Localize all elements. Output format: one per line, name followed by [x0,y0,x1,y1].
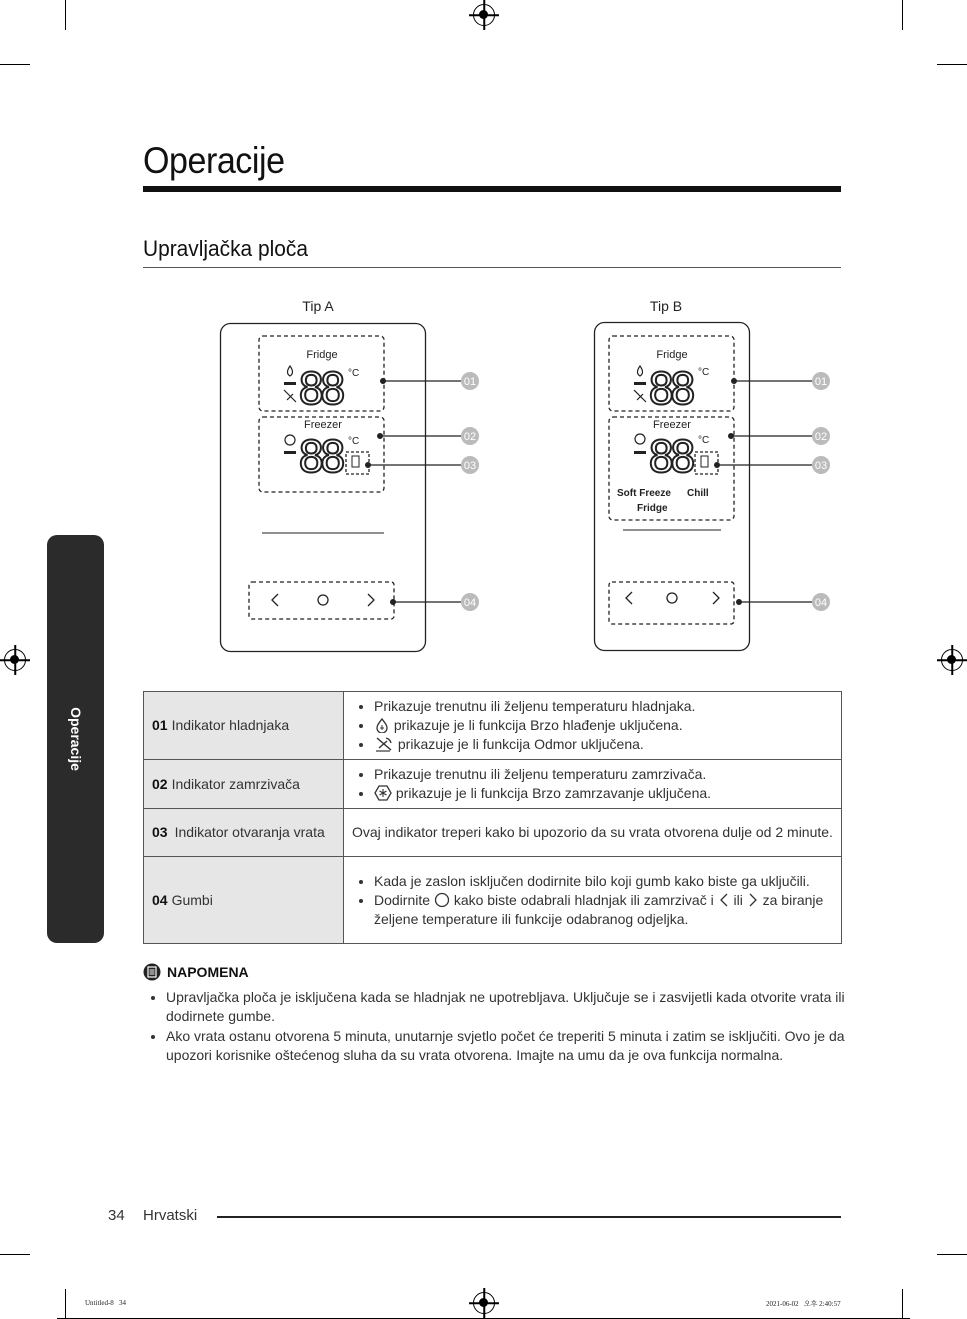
crop-mark [937,1254,967,1255]
freezer-digits-a: 88 [298,432,346,483]
fridge-unit-b: °C [698,367,710,378]
fridge-label-a: Fridge [306,349,338,361]
table-row [144,692,842,760]
power-cool-icon [638,366,643,376]
soft-freeze-label: Soft Freeze [617,488,671,499]
indicator-table [143,691,842,944]
power-freeze-icon [374,785,392,801]
select-button-icon [434,892,450,908]
svg-text:01: 01 [814,376,828,388]
section-subtitle: Upravljačka ploča [143,236,308,261]
table-row [144,760,842,809]
freezer-unit-b: °C [698,435,710,446]
select-button-icon [318,595,328,605]
right-button-icon [368,594,374,606]
freezer-label-a: Freezer [304,419,342,431]
print-info-right: 2021-06-02 오후 2:40:57 [766,1300,841,1308]
row-label: 02 Indikator zamrzivača [144,760,344,809]
svg-text:04: 04 [814,597,828,609]
fridge-digits-a: 88 [298,364,346,415]
registration-mark-icon [473,1292,495,1314]
buttons-box-a [249,582,394,619]
fridge-digits-b: 88 [648,364,696,415]
freezer-label-b: Freezer [653,419,691,431]
page-number: 34 [108,1207,125,1224]
svg-text:03: 03 [463,460,477,472]
right-arrow-icon [747,892,759,908]
power-cool-icon [374,717,390,733]
select-button-icon [667,593,677,603]
fridge-sub-label: Fridge [637,503,668,514]
power-cool-icon [288,366,293,376]
left-button-icon [272,594,278,606]
crop-mark [0,1254,30,1255]
note-heading: NAPOMENA [143,963,249,981]
crop-mark [902,1289,903,1319]
row-description: • Prikazuje trenutnu ili željenu temperaturu zamrzivača. • prikazuje je li funkcija Brzo zamrzavanje uključena. [344,760,842,809]
row-label: 03 Indikator otvaranja vrata [144,809,344,857]
row-description: • Kada je zaslon isključen dodirnite bilo koji gumb kako biste ga uključili. • Dodirnite kako biste odabrali hladnjak ili zamrzivač i ili za biranje željene temperature ili funkcije odabranog odjeljka. [344,857,842,944]
crop-mark [65,1289,66,1319]
row-label: 01 Indikator hladnjaka [144,692,344,760]
row-label: 04 Gumbi [144,857,344,944]
door-icon [701,456,708,467]
freezer-digits-b: 88 [648,432,696,483]
side-tab-label: Operacije [67,707,84,771]
fridge-display-b [634,364,709,415]
fridge-label-b: Fridge [656,349,688,361]
chill-label: Chill [687,488,709,499]
door-alarm-box-a [346,452,369,474]
row-description: • Prikazuje trenutnu ili željenu temperaturu hladnjaka. • prikazuje je li funkcija Brzo hlađenje uključena. • prikazuje je li funkcija Odmor uključena. [344,692,842,760]
table-row [144,857,842,944]
power-freeze-icon [635,434,645,444]
footer-language: Hrvatski [143,1207,198,1224]
left-button-icon [626,592,632,604]
right-button-icon [713,592,719,604]
door-icon [352,456,359,467]
print-info-left: Untitled-8 34 [85,1299,127,1307]
page-title: Operacije [143,140,285,181]
fridge-display-a [284,364,359,415]
left-arrow-icon [718,892,730,908]
note-item: • Ako vrata ostanu otvorena 5 minuta, unutarnje svjetlo počet će treperiti 5 minuta i zatim se isključiti. Ovo je da upozori korisnike oštećenog sluha da su vrata otvorena. Imajte na umu da je ova funkcija normalna. [166,1027,866,1065]
row-description: Ovaj indikator treperi kako bi upozorio da su vrata otvorena dulje od 2 minute. [344,809,842,857]
freezer-display-a [284,432,369,483]
footer-rule [217,1216,841,1218]
svg-text:04: 04 [463,597,477,609]
type-b-label: Tip B [649,298,683,314]
power-freeze-icon [285,435,295,445]
vacation-icon [374,736,394,752]
freezer-display-b [634,432,718,483]
vacation-icon [634,390,646,402]
vacation-icon [284,390,296,402]
svg-text:02: 02 [814,431,828,443]
freezer-unit-a: °C [348,436,360,447]
svg-text:03: 03 [814,460,828,472]
note-list [143,988,866,1066]
note-icon [143,963,161,981]
svg-text:02: 02 [463,431,477,443]
note-item: • Upravljačka ploča je isključena kada se hladnjak ne upotrebljava. Uključuje se i zasvijetli kada otvorite vrata ili dodirnete gumbe. [166,988,866,1026]
table-row [144,809,842,857]
type-a-label: Tip A [302,298,334,314]
fridge-unit-a: °C [348,368,360,379]
svg-text:01: 01 [463,376,477,388]
door-alarm-box-b [695,452,718,474]
